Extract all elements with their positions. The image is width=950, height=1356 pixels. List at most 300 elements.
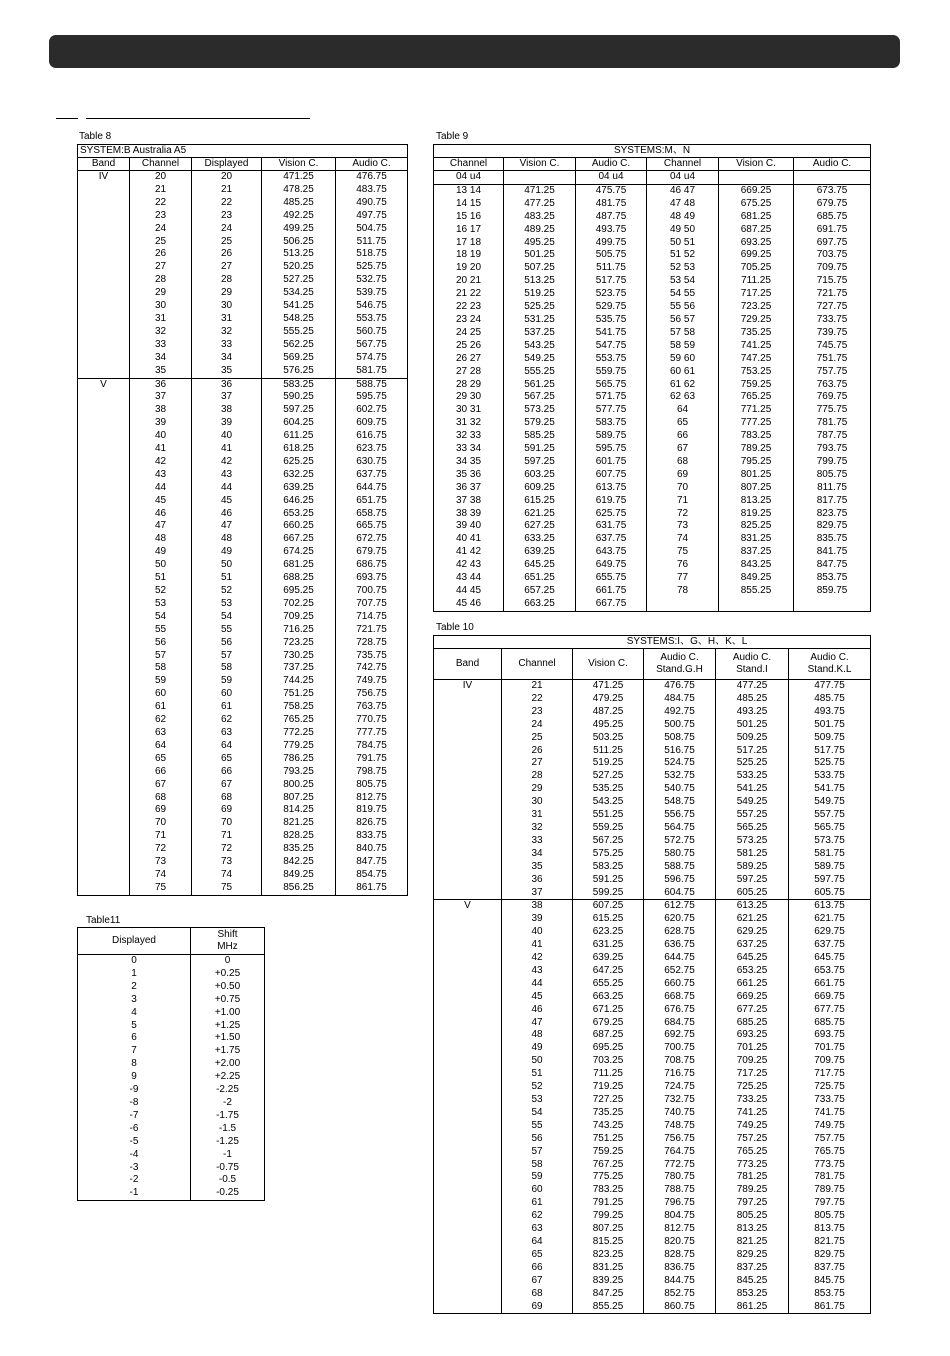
table9-cell: 21 22 xyxy=(434,288,504,301)
table10-row xyxy=(434,848,871,861)
table8-cell: 73 xyxy=(192,856,262,869)
table8-row xyxy=(78,662,408,675)
table9-cell: 22 23 xyxy=(434,301,504,314)
table8-band-cell xyxy=(78,443,130,456)
table9-cell: 711.25 xyxy=(719,275,794,288)
table8-cell: 826.75 xyxy=(336,817,408,830)
table10-cell: 636.75 xyxy=(644,939,716,952)
table9-cell: 673.75 xyxy=(794,184,871,197)
table8-header: Band xyxy=(78,158,130,171)
table8-cell: 37 xyxy=(192,391,262,404)
table8-cell: 47 xyxy=(192,520,262,533)
table8-cell: 64 xyxy=(192,740,262,753)
table10-cell: 829.25 xyxy=(716,1249,789,1262)
table9-cell: 615.25 xyxy=(504,495,576,508)
table8-cell: 69 xyxy=(130,804,192,817)
table9-cell: 27 28 xyxy=(434,366,504,379)
table8-cell: 29 xyxy=(192,287,262,300)
table8-cell: 58 xyxy=(130,662,192,675)
table9-cell: 843.25 xyxy=(719,559,794,572)
table9-cell: 61 62 xyxy=(647,379,719,392)
table8-cell: 60 xyxy=(130,688,192,701)
table8-cell: 723.25 xyxy=(262,637,336,650)
table8-band-cell xyxy=(78,495,130,508)
table10-row xyxy=(434,783,871,796)
table8-cell: 805.75 xyxy=(336,779,408,792)
table10-row xyxy=(434,757,871,770)
table9-cell: 513.25 xyxy=(504,275,576,288)
table11-cell: +0.75 xyxy=(191,994,265,1007)
table9-cell: 511.75 xyxy=(576,262,647,275)
table10-cell: 789.25 xyxy=(716,1184,789,1197)
table8-cell: 33 xyxy=(130,339,192,352)
table8-cell: 574.75 xyxy=(336,352,408,365)
table8-band-cell xyxy=(78,520,130,533)
table8-cell: 637.75 xyxy=(336,469,408,482)
table8-row xyxy=(78,792,408,805)
table10-cell: 855.25 xyxy=(573,1301,644,1314)
table8-cell: 672.75 xyxy=(336,533,408,546)
table9-cell: 70 xyxy=(647,482,719,495)
table10-cell: 660.75 xyxy=(644,978,716,991)
table10-cell: 653.25 xyxy=(716,965,789,978)
table11-cell: 1 xyxy=(78,968,191,981)
table10-cell: 749.75 xyxy=(789,1120,871,1133)
table9-cell: 549.25 xyxy=(504,353,576,366)
table8-band-cell xyxy=(78,662,130,675)
table10-cell: 519.25 xyxy=(573,757,644,770)
table8-row xyxy=(78,727,408,740)
table9-row xyxy=(434,495,871,508)
table8-band-cell xyxy=(78,650,130,663)
table9-cell: 723.25 xyxy=(719,301,794,314)
table9-cell: 643.75 xyxy=(576,546,647,559)
table10-cell: 701.25 xyxy=(716,1042,789,1055)
table10-row xyxy=(434,1210,871,1223)
table10-row xyxy=(434,1262,871,1275)
table8-cell: 595.75 xyxy=(336,391,408,404)
table10-cell: 743.25 xyxy=(573,1120,644,1133)
table9-cell: 675.25 xyxy=(719,198,794,211)
table9-cell: 849.25 xyxy=(719,572,794,585)
table10-row xyxy=(434,1197,871,1210)
table8-cell: 63 xyxy=(192,727,262,740)
table8-cell: 840.75 xyxy=(336,843,408,856)
table10-cell: 59 xyxy=(502,1171,573,1184)
table10-cell: 788.75 xyxy=(644,1184,716,1197)
table10-band-cell xyxy=(434,874,502,887)
table10-band-cell xyxy=(434,706,502,719)
table8-cell: 765.25 xyxy=(262,714,336,727)
table9-cell: 733.75 xyxy=(794,314,871,327)
table10-cell: 621.25 xyxy=(716,913,789,926)
table8-cell: 44 xyxy=(130,482,192,495)
table8-cell: 61 xyxy=(130,701,192,714)
table9-cell: 471.25 xyxy=(504,184,576,197)
table9-cell: 859.75 xyxy=(794,585,871,598)
table8-cell: 27 xyxy=(130,261,192,274)
table10-cell: 767.25 xyxy=(573,1159,644,1172)
table11-cell: -2.25 xyxy=(191,1084,265,1097)
table10-cell: 30 xyxy=(502,796,573,809)
table10-cell: 21 xyxy=(502,680,573,693)
table8-row xyxy=(78,210,408,223)
table9-cell: 831.25 xyxy=(719,533,794,546)
table10-band-cell xyxy=(434,1197,502,1210)
table10-band-cell xyxy=(434,796,502,809)
table8-band-cell xyxy=(78,882,130,895)
table10-cell: 58 xyxy=(502,1159,573,1172)
table8-cell: 20 xyxy=(192,171,262,184)
table10-row xyxy=(434,1120,871,1133)
table8-cell: 513.25 xyxy=(262,248,336,261)
table8-cell: 73 xyxy=(130,856,192,869)
table8-cell: 520.25 xyxy=(262,261,336,274)
table9-cell: 613.75 xyxy=(576,482,647,495)
table10-row xyxy=(434,1171,871,1184)
table8-row xyxy=(78,611,408,624)
table10-row xyxy=(434,978,871,991)
table9-cell: 67 xyxy=(647,443,719,456)
table9-cell: 639.25 xyxy=(504,546,576,559)
table8-cell: 630.75 xyxy=(336,456,408,469)
table8-cell: 707.75 xyxy=(336,598,408,611)
table10-cell: 517.75 xyxy=(789,745,871,758)
table9-cell: 553.75 xyxy=(576,353,647,366)
table10-cell: 791.25 xyxy=(573,1197,644,1210)
table10-cell: 823.25 xyxy=(573,1249,644,1262)
table8-band-cell xyxy=(78,326,130,339)
table9-cell: 73 xyxy=(647,520,719,533)
table8-row xyxy=(78,598,408,611)
table11 xyxy=(77,927,265,1201)
table10-row xyxy=(434,1236,871,1249)
table8-row xyxy=(78,533,408,546)
table8-cell: 39 xyxy=(130,417,192,430)
table11-cell: -3 xyxy=(78,1162,191,1175)
table9-cell: 679.75 xyxy=(794,198,871,211)
table10-band-cell xyxy=(434,757,502,770)
table8-cell: 48 xyxy=(130,533,192,546)
table8-row xyxy=(78,688,408,701)
table8-cell: 735.75 xyxy=(336,650,408,663)
table8-band-cell xyxy=(78,210,130,223)
table10-cell: 751.25 xyxy=(573,1133,644,1146)
table8-row xyxy=(78,248,408,261)
table10-cell: 55 xyxy=(502,1120,573,1133)
table9-cell: 46 47 xyxy=(647,184,719,197)
table9-row xyxy=(434,314,871,327)
table10-cell: 807.25 xyxy=(573,1223,644,1236)
table10-row xyxy=(434,835,871,848)
table10-cell: 647.25 xyxy=(573,965,644,978)
table8-band-cell xyxy=(78,365,130,378)
table10-cell: 741.25 xyxy=(716,1107,789,1120)
table10-cell: 772.75 xyxy=(644,1159,716,1172)
table8-cell: 29 xyxy=(130,287,192,300)
table10-cell: 845.75 xyxy=(789,1275,871,1288)
table8-cell: 46 xyxy=(130,508,192,521)
table9-row xyxy=(434,327,871,340)
table8-row xyxy=(78,171,408,184)
table10-band-cell xyxy=(434,1288,502,1301)
table9-cell: 58 59 xyxy=(647,340,719,353)
table9-cell: 68 xyxy=(647,456,719,469)
table8-row xyxy=(78,701,408,714)
table11-row xyxy=(78,1136,265,1149)
table8-row xyxy=(78,274,408,287)
table8-cell: 651.75 xyxy=(336,495,408,508)
table10-cell: 733.75 xyxy=(789,1094,871,1107)
table8-cell: 50 xyxy=(192,559,262,572)
table9-cell: 29 30 xyxy=(434,391,504,404)
table11-row xyxy=(78,994,265,1007)
table10-cell: 700.75 xyxy=(644,1042,716,1055)
table10-cell: 748.75 xyxy=(644,1120,716,1133)
table8-cell: 590.25 xyxy=(262,391,336,404)
table10-cell: 812.75 xyxy=(644,1223,716,1236)
table8-cell: 821.25 xyxy=(262,817,336,830)
table9-cell: 607.75 xyxy=(576,469,647,482)
table10-band-cell xyxy=(434,1223,502,1236)
table8-band-cell xyxy=(78,843,130,856)
table9-cell: 499.75 xyxy=(576,237,647,250)
table8-cell: 518.75 xyxy=(336,248,408,261)
table9-cell: 565.75 xyxy=(576,379,647,392)
table8-header: Audio C. xyxy=(336,158,408,171)
table10-cell: 719.25 xyxy=(573,1081,644,1094)
table11-cell: 3 xyxy=(78,994,191,1007)
table8-cell: 546.75 xyxy=(336,300,408,313)
table10-cell: 40 xyxy=(502,926,573,939)
table8-cell: 842.25 xyxy=(262,856,336,869)
table8-band-cell xyxy=(78,559,130,572)
table11-cell: 5 xyxy=(78,1020,191,1033)
table8-band-cell xyxy=(78,184,130,197)
table8-cell: 32 xyxy=(192,326,262,339)
table8-cell: 52 xyxy=(130,585,192,598)
table8-cell: 728.75 xyxy=(336,637,408,650)
table10-cell: 492.75 xyxy=(644,706,716,719)
table10-cell: 580.75 xyxy=(644,848,716,861)
table10-cell: 813.75 xyxy=(789,1223,871,1236)
table8-cell: 588.75 xyxy=(336,378,408,391)
table10-cell: 860.75 xyxy=(644,1301,716,1314)
table8-cell: 38 xyxy=(130,404,192,417)
table8-cell: 576.25 xyxy=(262,365,336,378)
table8-cell: 44 xyxy=(192,482,262,495)
table9-cell: 657.25 xyxy=(504,585,576,598)
table8-cell: 777.75 xyxy=(336,727,408,740)
table10-cell: 596.75 xyxy=(644,874,716,887)
table10-cell: 52 xyxy=(502,1081,573,1094)
table9-cell xyxy=(794,598,871,611)
table8-cell: 58 xyxy=(192,662,262,675)
table8-header: Channel xyxy=(130,158,192,171)
table9-cell: 681.25 xyxy=(719,211,794,224)
table10-cell: 684.75 xyxy=(644,1017,716,1030)
table8-cell: 55 xyxy=(192,624,262,637)
table8-cell: 56 xyxy=(130,637,192,650)
table8-band-cell xyxy=(78,300,130,313)
table8-cell: 625.25 xyxy=(262,456,336,469)
table8-cell: 644.75 xyxy=(336,482,408,495)
table11-cell: +0.25 xyxy=(191,968,265,981)
table11-row xyxy=(78,1032,265,1045)
table8-cell: 511.75 xyxy=(336,236,408,249)
table10-cell: 48 xyxy=(502,1029,573,1042)
table8-cell: 67 xyxy=(192,779,262,792)
table10-cell: 677.25 xyxy=(716,1004,789,1017)
table9-cell: 50 51 xyxy=(647,237,719,250)
table9-cell: 57 58 xyxy=(647,327,719,340)
table9-cell: 33 34 xyxy=(434,443,504,456)
table9-row xyxy=(434,430,871,443)
table8-cell: 737.25 xyxy=(262,662,336,675)
table10-cell: 781.75 xyxy=(789,1171,871,1184)
table9-cell: 04 u4 xyxy=(576,171,647,185)
table10-cell: 69 xyxy=(502,1301,573,1314)
table8-cell: 70 xyxy=(130,817,192,830)
table8-cell: 47 xyxy=(130,520,192,533)
table8-row xyxy=(78,404,408,417)
table11-row xyxy=(78,1020,265,1033)
table10-band-cell xyxy=(434,835,502,848)
table10-band-cell xyxy=(434,1107,502,1120)
table8-cell: 504.75 xyxy=(336,223,408,236)
table8-cell: 71 xyxy=(192,830,262,843)
table9-cell: 801.25 xyxy=(719,469,794,482)
table9-cell: 825.25 xyxy=(719,520,794,533)
table10-cell: 749.25 xyxy=(716,1120,789,1133)
table8-cell: 485.25 xyxy=(262,197,336,210)
table10-band-cell xyxy=(434,913,502,926)
table10-cell: 725.75 xyxy=(789,1081,871,1094)
table11-header: Shift MHz xyxy=(191,928,265,955)
table10-cell: 775.25 xyxy=(573,1171,644,1184)
table10-cell: 541.25 xyxy=(716,783,789,796)
table10-cell: 655.25 xyxy=(573,978,644,991)
table8-band-cell xyxy=(78,869,130,882)
table8-cell: 41 xyxy=(192,443,262,456)
table8-cell: 42 xyxy=(130,456,192,469)
table10-cell: 557.75 xyxy=(789,809,871,822)
table10-band-cell xyxy=(434,783,502,796)
table8-row xyxy=(78,572,408,585)
table8-band-cell xyxy=(78,688,130,701)
table8-row xyxy=(78,495,408,508)
table9-cell: 577.75 xyxy=(576,404,647,417)
table9-cell: 24 25 xyxy=(434,327,504,340)
table8-band-cell xyxy=(78,508,130,521)
table9-cell: 651.25 xyxy=(504,572,576,585)
table10-cell: 623.25 xyxy=(573,926,644,939)
table8-cell: 25 xyxy=(192,236,262,249)
table8-band-cell xyxy=(78,417,130,430)
table10-row xyxy=(434,887,871,900)
table10-cell: 615.25 xyxy=(573,913,644,926)
table10-band-cell xyxy=(434,1120,502,1133)
table10-cell: 765.75 xyxy=(789,1146,871,1159)
table9-cell: 631.75 xyxy=(576,520,647,533)
table8-row xyxy=(78,869,408,882)
table9-cell: 38 39 xyxy=(434,508,504,521)
table8-band-cell xyxy=(78,624,130,637)
table8-cell: 856.25 xyxy=(262,882,336,895)
table8-row xyxy=(78,197,408,210)
table9-cell xyxy=(647,598,719,611)
table9-cell: 591.25 xyxy=(504,443,576,456)
table10-cell: 56 xyxy=(502,1133,573,1146)
table10-row xyxy=(434,965,871,978)
table9-cell: 26 27 xyxy=(434,353,504,366)
table10-row xyxy=(434,1081,871,1094)
table9-row xyxy=(434,171,871,185)
table8-cell: 744.25 xyxy=(262,675,336,688)
table9-row xyxy=(434,417,871,430)
table10-row xyxy=(434,861,871,874)
table11-cell: -6 xyxy=(78,1123,191,1136)
table10-cell: 581.75 xyxy=(789,848,871,861)
table8-band-cell xyxy=(78,856,130,869)
table10-band-cell xyxy=(434,1017,502,1030)
table8-cell: 665.75 xyxy=(336,520,408,533)
table10-band-cell xyxy=(434,861,502,874)
table8-row xyxy=(78,520,408,533)
table8-cell: 660.25 xyxy=(262,520,336,533)
table8-row xyxy=(78,882,408,895)
table10-cell: 605.25 xyxy=(716,887,789,900)
table8-band-cell xyxy=(78,274,130,287)
table10-row xyxy=(434,745,871,758)
table8-cell: 506.25 xyxy=(262,236,336,249)
table9-cell: 45 46 xyxy=(434,598,504,611)
table10-band-cell: V xyxy=(434,900,502,913)
table8-row xyxy=(78,624,408,637)
table8-cell: 26 xyxy=(192,248,262,261)
table8-cell: 791.75 xyxy=(336,753,408,766)
table9-row xyxy=(434,572,871,585)
table11-cell: +2.00 xyxy=(191,1058,265,1071)
table10-cell: 669.25 xyxy=(716,991,789,1004)
table9-cell: 32 33 xyxy=(434,430,504,443)
table10-cell: 693.75 xyxy=(789,1029,871,1042)
table9-cell: 487.75 xyxy=(576,211,647,224)
table10-band-cell xyxy=(434,1133,502,1146)
table8-cell: 541.25 xyxy=(262,300,336,313)
table10-row xyxy=(434,1223,871,1236)
table11-cell: -1.75 xyxy=(191,1110,265,1123)
table9-cell: 799.75 xyxy=(794,456,871,469)
table10-cell: 33 xyxy=(502,835,573,848)
table9-cell: 543.25 xyxy=(504,340,576,353)
table10-cell: 533.25 xyxy=(716,770,789,783)
table8-cell: 623.75 xyxy=(336,443,408,456)
table8-cell: 835.25 xyxy=(262,843,336,856)
table8-cell: 51 xyxy=(192,572,262,585)
table9-cell: 805.75 xyxy=(794,469,871,482)
table10-cell: 500.75 xyxy=(644,719,716,732)
table9-row xyxy=(434,301,871,314)
table9-cell: 17 18 xyxy=(434,237,504,250)
table9-row xyxy=(434,482,871,495)
table11-cell: -0.75 xyxy=(191,1162,265,1175)
table9-cell: 71 xyxy=(647,495,719,508)
table9-cell: 04 u4 xyxy=(647,171,719,185)
table9-header: Channel xyxy=(647,158,719,171)
table9-cell: 567.25 xyxy=(504,391,576,404)
table10-cell: 740.75 xyxy=(644,1107,716,1120)
